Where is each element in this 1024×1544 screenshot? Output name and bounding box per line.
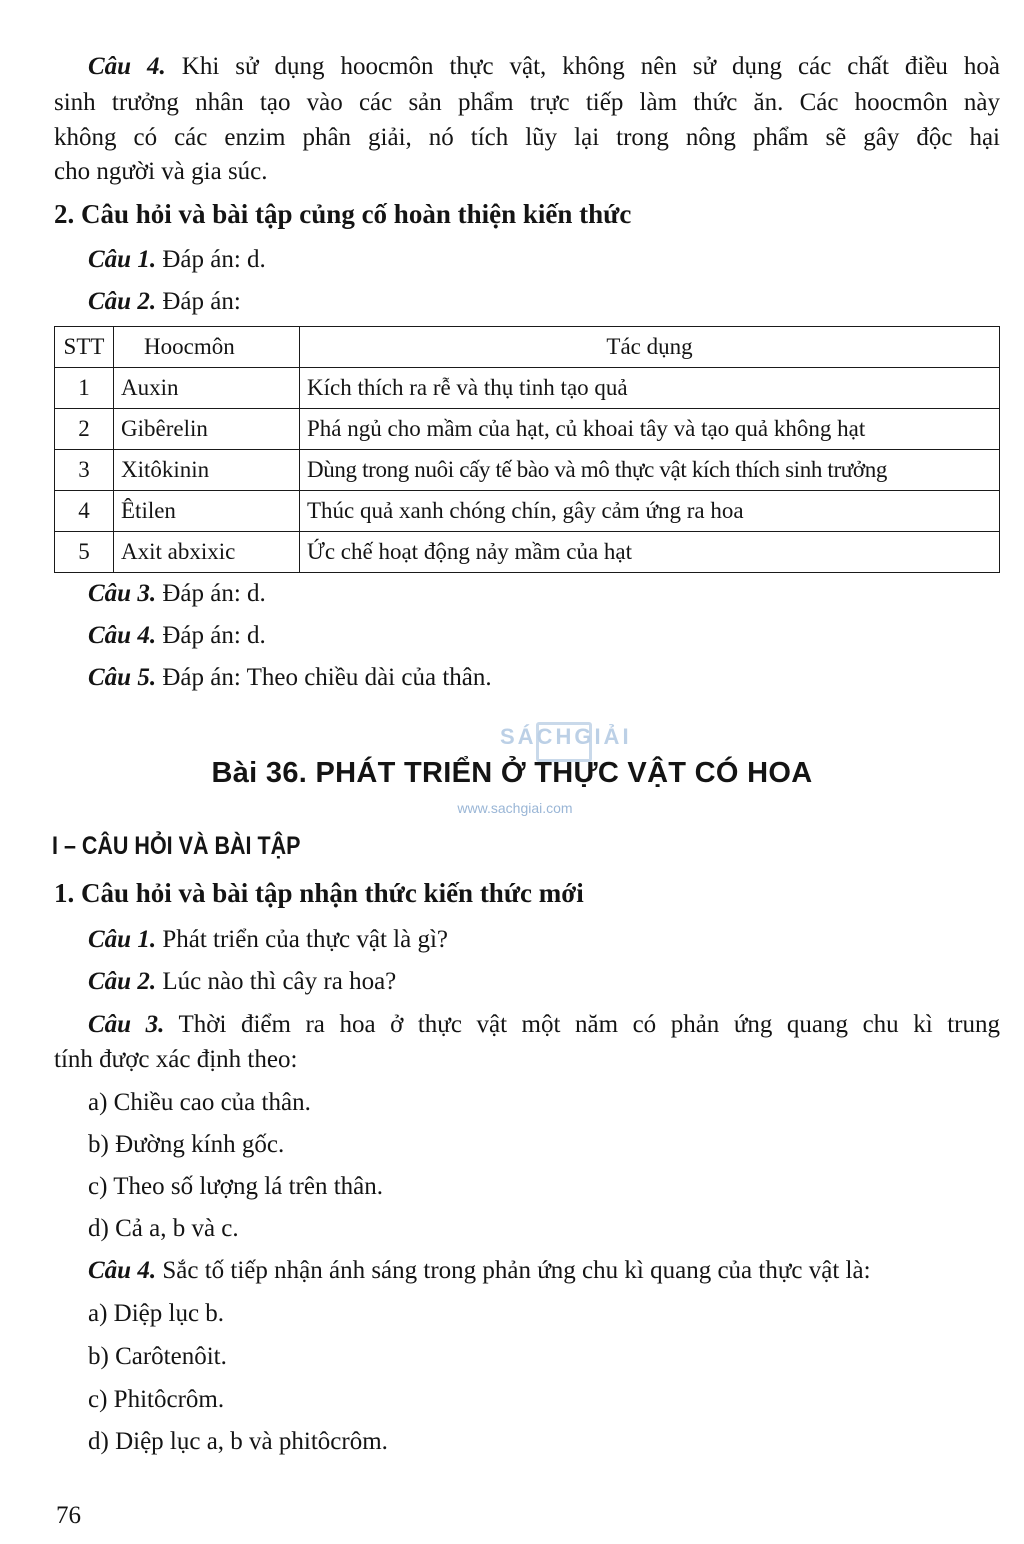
table-cell: Gibêrelin [114, 409, 300, 450]
table-header-cell: STT [55, 327, 114, 368]
table-cell: Axit abxixic [114, 532, 300, 573]
table-cell: Dùng trong nuôi cấy tế bào và mô thực vật kích thích sinh trưởng [300, 450, 1000, 491]
answer-option: a) Chiều cao của thân. [88, 1089, 311, 1116]
question-line [88, 923, 1000, 957]
answer-text: Đáp án: [162, 288, 241, 315]
watermark-text: SÁCHGIẢI [500, 724, 632, 749]
answer-text: Đáp án: d. [162, 580, 266, 607]
question-line [88, 965, 1000, 999]
table-cell: Xitôkinin [114, 450, 300, 491]
question-text: Sắc tố tiếp nhận ánh sáng trong phản ứng chu kì quang của thực vật là: [162, 1257, 871, 1284]
answer-option: d) Diệp lục a, b và phitôcrôm. [88, 1428, 388, 1455]
table-cell: 5 [55, 532, 114, 573]
table-header-cell: Hoocmôn [114, 327, 300, 368]
question-label: Câu 2. [88, 968, 157, 995]
question-line [88, 1008, 1000, 1042]
question-label: Câu 4. [88, 53, 166, 80]
paragraph-line: sinh trưởng nhân tạo vào các sản phẩm trực tiếp làm thức ăn. Các hoocmôn này [54, 89, 1000, 116]
table-header-cell: Tác dụng [300, 327, 1000, 368]
table-row [55, 532, 1000, 573]
table-row [55, 491, 1000, 532]
answer-line [88, 619, 1000, 653]
table-row [55, 409, 1000, 450]
answer-option: b) Carôtenôit. [88, 1343, 227, 1370]
table-cell: Êtilen [114, 491, 300, 532]
answer-line [88, 661, 1000, 695]
table-cell: 3 [55, 450, 114, 491]
answer-text: Đáp án: d. [162, 246, 266, 273]
question-label: Câu 1. [88, 926, 157, 953]
table-cell: Kích thích ra rễ và thụ tinh tạo quả [300, 368, 1000, 409]
section-heading: 2. Câu hỏi và bài tập củng cố hoàn thiện kiến thức [54, 199, 632, 229]
watermark-url: www.sachgiai.com [457, 800, 573, 816]
paragraph-line [88, 50, 1000, 84]
question-text: Thời điểm ra hoa ở thực vật một năm có phản ứng quang chu kì trung [178, 1011, 1000, 1038]
answer-option: d) Cả a, b và c. [88, 1215, 239, 1242]
hormone-table [54, 326, 1000, 573]
paragraph-line: cho người và gia súc. [54, 158, 268, 185]
table-header-row [55, 327, 1000, 368]
answer-text: Đáp án: Theo chiều dài của thân. [162, 664, 492, 691]
question-text: Lúc nào thì cây ra hoa? [162, 968, 397, 995]
lesson-title: Bài 36. PHÁT TRIỂN Ở THỰC VẬT CÓ HOA [211, 757, 813, 789]
question-label: Câu 1. [88, 246, 157, 273]
answer-text: Đáp án: d. [162, 622, 266, 649]
table-cell: Phá ngủ cho mầm của hạt, củ khoai tây và tạo quả không hạt [300, 409, 1000, 450]
table-cell: 2 [55, 409, 114, 450]
answer-line [88, 243, 1000, 277]
question-label: Câu 4. [88, 1257, 157, 1284]
table-row [55, 368, 1000, 409]
question-label: Câu 3. [88, 580, 157, 607]
answer-line [88, 285, 1000, 319]
paragraph-line: không có các enzim phân giải, nó tích lũy lại trong nông phẩm sẽ gây độc hại [54, 124, 1000, 151]
answer-option: c) Theo số lượng lá trên thân. [88, 1173, 383, 1200]
page-number: 76 [56, 1502, 81, 1529]
answer-option: c) Phitôcrôm. [88, 1386, 225, 1413]
question-label: Câu 3. [88, 1011, 165, 1038]
question-line: tính được xác định theo: [54, 1046, 298, 1073]
question-label: Câu 4. [88, 622, 157, 649]
section-title: I – CÂU HỎI VÀ BÀI TẬP [52, 832, 301, 860]
answer-option: a) Diệp lục b. [88, 1300, 225, 1327]
question-line [88, 1254, 1000, 1288]
table-cell: Ức chế hoạt động nảy mầm của hạt [300, 532, 1000, 573]
table-row [55, 450, 1000, 491]
table-cell: 4 [55, 491, 114, 532]
subsection-heading: 1. Câu hỏi và bài tập nhận thức kiến thức mới [54, 878, 584, 908]
question-label: Câu 2. [88, 288, 157, 315]
table-cell: Auxin [114, 368, 300, 409]
question-text: Phát triển của thực vật là gì? [162, 926, 449, 953]
answer-line [88, 577, 1000, 611]
paragraph-text: Khi sử dụng hoocmôn thực vật, không nên sử dụng các chất điều hoà [181, 53, 1000, 80]
question-label: Câu 5. [88, 664, 157, 691]
table-cell: 1 [55, 368, 114, 409]
table-cell: Thúc quả xanh chóng chín, gây cảm ứng ra hoa [300, 491, 1000, 532]
answer-option: b) Đường kính gốc. [88, 1131, 285, 1158]
